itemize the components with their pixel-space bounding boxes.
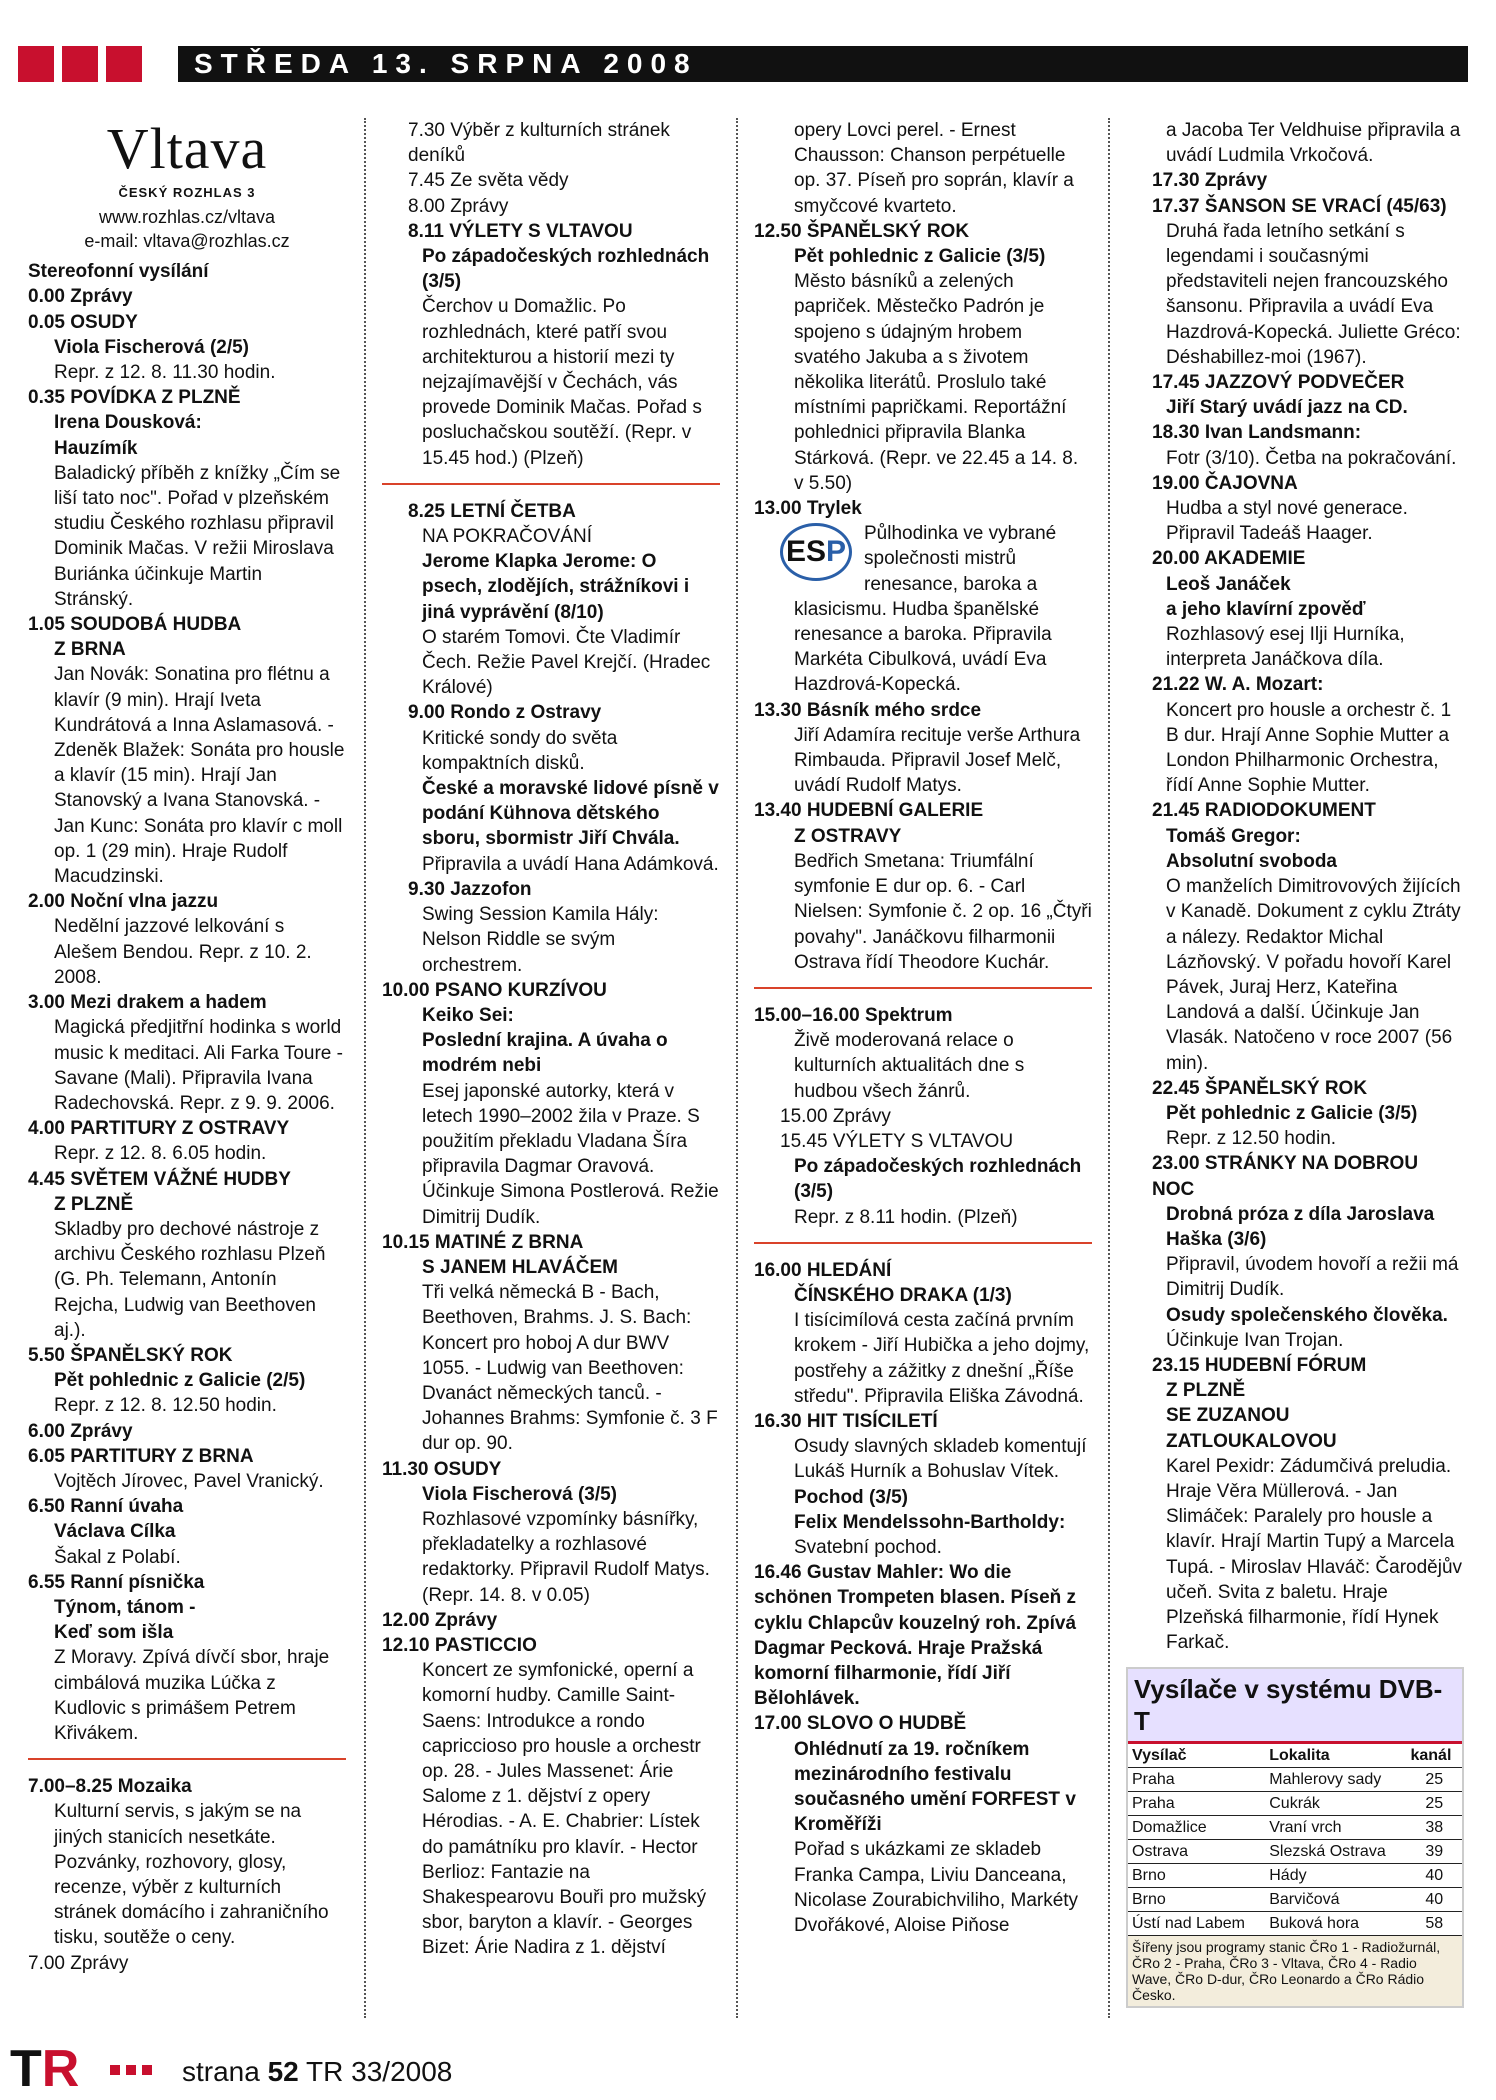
- program-entry: Kritické sondy do světa kompaktních disků.: [422, 727, 618, 774]
- program-entry: 0.35 POVÍDKA Z PLZNĚ: [28, 387, 241, 409]
- email-link[interactable]: e-mail: vltava@rozhlas.cz: [84, 231, 290, 252]
- program-entry: 0.05 OSUDY: [28, 311, 138, 333]
- dvb-cell: Domažlice: [1128, 1816, 1265, 1840]
- program-entry: Po západočeských rozhlednách (3/5): [794, 1156, 1082, 1203]
- program-entry: Účinkuje Ivan Trojan.: [1166, 1329, 1344, 1351]
- program-entry: Fotr (3/10). Četba na pokračování.: [1166, 447, 1457, 469]
- program-entry: Šakal z Polabí.: [54, 1546, 181, 1568]
- program-entry: Nedělní jazzové lelkování s Alešem Bendou. Repr. z 10. 2. 2008.: [54, 916, 312, 988]
- program-entry: Hudba a styl nové generace. Připravil Tadeáš Haager.: [1166, 498, 1408, 545]
- program-entry: Repr. z 12. 8. 11.30 hodin.: [54, 362, 276, 384]
- program-entry: 6.00 Zprávy: [28, 1420, 133, 1442]
- program-entry: 4.45 SVĚTEM VÁŽNÉ HUDBY: [28, 1168, 291, 1190]
- program-entry: 23.00 STRÁNKY NA DOBROU NOC: [1152, 1153, 1419, 1200]
- program-entry: 6.50 Ranní úvaha: [28, 1496, 184, 1518]
- program-entry: 8.11 VÝLETY S VLTAVOU: [408, 220, 633, 242]
- program-entry: Repr. z 8.11 hodin. (Plzeň): [794, 1206, 1018, 1228]
- program-entry: Druhá řada letního setkání s legendami i současnými představiteli nejen francouzského šansonu. Připravila a uvádí Eva Hazdrová-Kopecká. Juliette Gréco: Déshabillez-moi (1967).: [1166, 220, 1461, 368]
- program-entry: 15.00–16.00 Spektrum: [754, 1004, 953, 1026]
- header-square: [106, 46, 142, 82]
- dvb-row: [1128, 1792, 1462, 1816]
- dvb-cell: Praha: [1128, 1792, 1265, 1816]
- dvb-row: [1128, 1864, 1462, 1888]
- program-entry: 5.50 ŠPANĚLSKÝ ROK: [28, 1344, 233, 1366]
- dvb-header: Lokalita: [1265, 1744, 1406, 1768]
- dvb-title: Vysílače v systému DVB-T: [1128, 1669, 1462, 1744]
- program-entry: opery Lovci perel. - Ernest Chausson: Chanson perpétuelle op. 37. Píseň pro soprán, klavír a smyčcové kvarteto.: [794, 120, 1074, 217]
- program-entry: Jan Novák: Sonatina pro flétnu a klavír (9 min). Hrají Iveta Kundrátová a Inna Aslamasová. - Zdeněk Blažek: Sonáta pro housle a klavír (15 min). Hrají Jan Stanovský a Ivana Stanovská. - Jan Kunc: Sonáta pro klavír c moll op. 1 (29 min). Hraje Rudolf Macudzinski.: [54, 664, 345, 888]
- program-entry: Repr. z 12. 8. 12.50 hodin.: [54, 1395, 277, 1417]
- program-entry: Pět pohlednic z Galicie (2/5): [54, 1370, 306, 1392]
- program-entry: Václava Cílka: [54, 1521, 176, 1543]
- program-entry: Čerchov u Domažlic. Po rozhlednách, které patří svou architekturou a historií mezi ty nejzajímavější v Čechách, vás provede Dominik Mačas. Pořad s posluchačskou soutěží. (Repr. v 15.45 hod.) (Plzeň): [422, 296, 702, 469]
- program-entry: 3.00 Mezi drakem a hadem: [28, 992, 267, 1014]
- program-entry: 6.55 Ranní písnička: [28, 1571, 205, 1593]
- program-entry: Z BRNA: [54, 639, 126, 661]
- section-rule: [28, 1758, 346, 1760]
- program-entry: 12.00 Zprávy: [382, 1609, 498, 1631]
- program-entry: Koncert ze symfonické, operní a komorní hudby. Camille Saint-Saens: Introdukce a rondo capriccioso pro housle a orchestr op. 28. - Jules Massenet: Árie Salome z 1. dějství z opery Hérodias. - A. E. Chabrier: Lístek do památníku pro klavír. - Hector Berlioz: Fantazie na Shakespearovu Bouři pro mužský sbor, baryton a klavír. - Georges Bizet: Árie Nadira z 1. dějství: [422, 1660, 707, 1959]
- program-entry: 15.45 VÝLETY S VLTAVOU: [780, 1130, 1014, 1152]
- dvb-cell: Slezská Ostrava: [1265, 1840, 1406, 1864]
- program-entry: 13.00 Trylek: [754, 498, 862, 520]
- program-entry: ČÍNSKÉHO DRAKA (1/3): [794, 1284, 1012, 1306]
- dvb-cell: 25: [1406, 1792, 1462, 1816]
- program-entry: Absolutní svoboda: [1166, 850, 1337, 872]
- program-entry: 7.45 Ze světa vědy: [408, 170, 569, 192]
- program-entry: Leoš Janáček: [1166, 573, 1291, 595]
- program-entry: a Jacoba Ter Veldhuise připravila a uvádí Ludmila Vrkočová.: [1166, 120, 1461, 167]
- program-entry: Osudy slavných skladeb komentují Lukáš Hurník a Bohuslav Vítek.: [794, 1436, 1087, 1483]
- program-entry: Tři velká německá B - Bach, Beethoven, Brahms. J. S. Bach: Koncert pro hoboj A dur BWV 1055. - Ludwig van Beethoven: Dvanáct německých tanců. - Johannes Brahms: Symfonie č. 3 F dur op. 90.: [422, 1282, 718, 1455]
- program-entry: Rozhlasové vzpomínky básnířky, překladatelky a rozhlasové redaktorky. Připravil Rudolf Matys. (Repr. 14. 8. v 0.05): [422, 1508, 710, 1606]
- program-entry: NA POKRAČOVÁNÍ: [422, 526, 592, 548]
- program-entry: 9.30 Jazzofon: [408, 878, 532, 900]
- program-entry: 10.00 PSANO KURZÍVOU: [382, 979, 607, 1001]
- program-entry: 8.25 LETNÍ ČETBA: [408, 500, 576, 522]
- section-rule: [754, 987, 1092, 989]
- dvb-row: [1128, 1768, 1462, 1792]
- program-entry: Půlhodinka ve vybrané společnosti mistrů renesance, baroka a klasicismu. Hudba španělské renesance a baroka. Připravila Markéta Cibulková, uvádí Eva Hazdrová-Kopecká.: [794, 523, 1057, 696]
- program-entry: Viola Fischerová (3/5): [422, 1483, 618, 1505]
- program-entry: 17.00 SLOVO O HUDBĚ: [754, 1713, 967, 1735]
- program-entry: 17.30 Zprávy: [1152, 170, 1268, 192]
- dvb-row: [1128, 1912, 1462, 1936]
- program-entry: 21.22 W. A. Mozart:: [1152, 674, 1324, 696]
- program-entry: Připravil, úvodem hovoří a režii má Dimitrij Dudík.: [1166, 1254, 1459, 1301]
- program-entry: 23.15 HUDEBNÍ FÓRUM: [1152, 1354, 1367, 1376]
- page-number: strana 52 TR 33/2008: [182, 2056, 453, 2087]
- column-3: [754, 118, 1092, 1938]
- program-entry: Pochod (3/5): [794, 1486, 909, 1508]
- program-entry: Esej japonské autorky, která v letech 1990–2002 žila v Praze. S použitím překladu Vladana Šíra připravila Dagmar Oravová. Účinkuje Simona Postlerová. Režie Dimitrij Dudík.: [422, 1080, 719, 1228]
- program-entry: a jeho klavírní zpověď: [1166, 598, 1366, 620]
- column-1: [28, 118, 346, 1976]
- program-entry: Bedřich Smetana: Triumfální symfonie E dur op. 6. - Carl Nielsen: Symfonie č. 2 op. 16 „Čtyři povahy". Janáčkovu filharmonii Ostrava řídí Theodore Kuchár.: [794, 850, 1092, 973]
- column-2: [382, 118, 720, 1961]
- program-entry: Keiko Sei:: [422, 1004, 514, 1026]
- program-entry: 12.10 PASTICCIO: [382, 1634, 537, 1656]
- column-separator: [364, 118, 366, 2018]
- program-entry: 16.00 HLEDÁNÍ: [754, 1259, 892, 1281]
- program-entry: 22.45 ŠPANĚLSKÝ ROK: [1152, 1077, 1368, 1099]
- program-entry: Z PLZNĚ: [54, 1193, 134, 1215]
- program-entry: Jiří Adamíra recituje verše Arthura Rimbauda. Připravil Josef Melč, uvádí Rudolf Matys.: [794, 724, 1081, 797]
- program-entry: Jerome Klapka Jerome: O psech, zlodějích, strážníkovi i jiná vyprávění (8/10): [422, 551, 690, 623]
- dvb-row: [1128, 1888, 1462, 1912]
- page-header: [18, 46, 1468, 82]
- program-entry: Kulturní servis, s jakým se na jiných stanicích nesetkáte. Pozvánky, rozhovory, glosy, recenze, výběr z kulturních stránek domácího i zahraničního tisku, soutěže o ceny.: [54, 1801, 329, 1949]
- program-entry: 13.40 HUDEBNÍ GALERIE: [754, 800, 984, 822]
- dvb-box: [1126, 1667, 1464, 2008]
- program-entry: Jiří Starý uvádí jazz na CD.: [1166, 397, 1408, 419]
- dvb-cell: Praha: [1128, 1768, 1265, 1792]
- program-entry: Swing Session Kamila Hály: Nelson Riddle se svým orchestrem.: [422, 904, 659, 976]
- program-entry: 6.05 PARTITURY Z BRNA: [28, 1445, 254, 1467]
- program-entry: České a moravské lidové písně v podání Kühnova dětského sboru, sbormistr Jiří Chvála.: [422, 778, 719, 850]
- program-entry: S JANEM HLAVÁČEM: [422, 1256, 618, 1278]
- program-entry: Živě moderovaná relace o kulturních aktualitách dne s hudbou všech žánrů.: [794, 1030, 1025, 1102]
- program-entry: I tisícimílová cesta začíná prvním krokem - Jiří Hubička a jeho dojmy, postřehy a zážitky z dnešní „Říše středu". Připravila Eliška Závodná.: [794, 1310, 1090, 1407]
- program-entry: Připravila a uvádí Hana Adámková.: [422, 853, 719, 875]
- program-entry: Koncert pro housle a orchestr č. 1 B dur. Hrají Anne Sophie Mutter a London Philharmonic Orchestra, řídí Anne Sophie Mutter.: [1166, 699, 1452, 797]
- program-entry: 10.15 MATINÉ Z BRNA: [382, 1231, 584, 1253]
- dvb-cell: Barvičová: [1265, 1888, 1406, 1912]
- footer-dots: [110, 2062, 158, 2080]
- esp-logo: ESP: [780, 523, 852, 581]
- dvb-cell: Ostrava: [1128, 1840, 1265, 1864]
- program-entry: Tomáš Gregor:: [1166, 825, 1301, 847]
- program-entry: Baladický příběh z knížky „Čím se liší tato noc". Pořad v plzeňském studiu Českého rozhlasu připravil Dominik Mačas. V režii Miroslava Buriánka účinkuje Martin Stránský.: [54, 462, 341, 610]
- program-list-2: [382, 118, 720, 1961]
- program-entry: Svatební pochod.: [794, 1536, 942, 1558]
- program-entry: Pět pohlednic z Galicie (3/5): [1166, 1102, 1418, 1124]
- dvb-cell: Buková hora: [1265, 1912, 1406, 1936]
- program-entry: 2.00 Noční vlna jazzu: [28, 891, 219, 913]
- program-entry: 16.46 Gustav Mahler: Wo die schönen Trompeten blasen. Píseň z cyklu Chlapcův kouzelný roh. Zpívá Dagmar Pecková. Hraje Pražská komorní filharmonie, řídí Jiří Bělohlávek.: [754, 1562, 1077, 1710]
- section-rule: [382, 483, 720, 485]
- dvb-header: Vysílač: [1128, 1744, 1265, 1768]
- program-entry: 9.00 Rondo z Ostravy: [408, 702, 602, 724]
- dvb-cell: Hády: [1265, 1864, 1406, 1888]
- program-entry: Z Moravy. Zpívá dívčí sbor, hraje cimbálová muzika Lúčka z Kudlovic s primášem Petrem Křivákem.: [54, 1647, 330, 1744]
- dvb-cell: 58: [1406, 1912, 1462, 1936]
- logo-sub: ČESKÝ ROZHLAS 3: [118, 185, 256, 200]
- program-entry: O starém Tomovi. Čte Vladimír Čech. Režie Pavel Krejčí. (Hradec Králové): [422, 626, 711, 699]
- program-entry: Karel Pexidr: Zádumčivá preludia. Hraje Věra Müllerová. - Jan Slimáček: Paralely pro housle a klavír. Hrají Martin Tupý a Marcela Tupá. - Miroslav Hlaváč: Čarodějův učeň. Svita z baletu. Hraje Plzeňská filharmonie, řídí Hynek Farkač.: [1166, 1455, 1463, 1654]
- program-entry: 7.30 Výběr z kulturních stránek deníků: [408, 120, 670, 167]
- program-entry: 20.00 AKADEMIE: [1152, 548, 1306, 570]
- program-entry: Repr. z 12.50 hodin.: [1166, 1128, 1337, 1150]
- website-link[interactable]: www.rozhlas.cz/vltava: [98, 207, 276, 228]
- program-entry: SE ZUZANOU ZATLOUKALOVOU: [1166, 1405, 1337, 1452]
- dvb-row: [1128, 1816, 1462, 1840]
- program-entry: Pořad s ukázkami ze skladeb Franka Campa, Liviu Danceana, Nicolase Zourabichviliho, Markéty Dvořákové, Aloise Piňose: [794, 1839, 1079, 1937]
- program-entry: Vojtěch Jírovec, Pavel Vranický.: [54, 1470, 324, 1492]
- program-list-3: [754, 118, 1092, 1938]
- program-entry: Z OSTRAVY: [794, 825, 902, 847]
- program-entry: 18.30 Ivan Landsmann:: [1152, 422, 1362, 444]
- dvb-cell: Brno: [1128, 1888, 1265, 1912]
- program-entry: 19.00 ČAJOVNA: [1152, 472, 1298, 494]
- program-entry: Felix Mendelssohn-Bartholdy:: [794, 1511, 1066, 1533]
- program-entry: 7.00 Zprávy: [28, 1952, 129, 1974]
- page-footer: [10, 2040, 610, 2098]
- column-separator: [1108, 118, 1110, 2018]
- program-entry: Irena Dousková:: [54, 412, 202, 434]
- program-entry: 8.00 Zprávy: [408, 195, 509, 217]
- dvb-cell: 38: [1406, 1816, 1462, 1840]
- program-entry: Pět pohlednic z Galicie (3/5): [794, 246, 1046, 268]
- program-entry: Skladby pro dechové nástroje z archivu Českého rozhlasu Plzeň (G. Ph. Telemann, Antonín Rejcha, Ludwig van Beethoven aj.).: [54, 1218, 326, 1341]
- program-entry: Magická předjitřní hodinka s world music k meditaci. Ali Farka Toure - Savane (Mali). Připravila Ivana Radechovská. Repr. z 9. 9. 2006.: [54, 1017, 343, 1114]
- dvb-cell: Vraní vrch: [1265, 1816, 1406, 1840]
- program-list-4: [1126, 118, 1464, 1655]
- dvb-cell: Brno: [1128, 1864, 1265, 1888]
- tr-logo: TR: [10, 2040, 80, 2098]
- vltava-logo: [28, 118, 346, 253]
- column-4: [1126, 118, 1464, 2008]
- program-entry: Město básníků a zelených papriček. Městečko Padrón je spojeno s údajným hrobem svatého Jakuba a s životem několika literátů. Proslulo také místními papričkami. Reportážní pohlednici připravila Blanka Stárková. (Repr. ve 22.45 a 14. 8. v 5.50): [794, 271, 1079, 494]
- program-entry: Z PLZNĚ: [1166, 1380, 1246, 1402]
- dvb-cell: Ústí nad Labem: [1128, 1912, 1265, 1936]
- dvb-note: Šířeny jsou programy stanic ČRo 1 - Radiožurnál, ČRo 2 - Praha, ČRo 3 - Vltava, ČRo 4 - Radio Wave, ČRo D-dur, ČRo Leonardo a ČRo Rádio Česko.: [1128, 1936, 1462, 2006]
- dvb-cell: 40: [1406, 1864, 1462, 1888]
- program-entry: Rozhlasový esej Ilji Hurníka, interpreta Janáčkova díla.: [1166, 624, 1405, 671]
- section-rule: [754, 1242, 1092, 1244]
- dvb-table: [1128, 1744, 1462, 1936]
- program-entry: 1.05 SOUDOBÁ HUDBA: [28, 614, 242, 636]
- program-entry: 7.00–8.25 Mozaika: [28, 1776, 192, 1798]
- program-entry: Keď som išla: [54, 1622, 174, 1644]
- program-entry: Ohlédnutí za 19. ročníkem mezinárodního festivalu současného umění FORFEST v Kroměříži: [794, 1738, 1076, 1836]
- dvb-cell: Cukrák: [1265, 1792, 1406, 1816]
- program-entry: 11.30 OSUDY: [382, 1458, 502, 1480]
- program-entry: Po západočeských rozhlednách (3/5): [422, 246, 710, 293]
- program-entry: 21.45 RADIODOKUMENT: [1152, 800, 1376, 822]
- program-entry: Hauzímík: [54, 437, 138, 459]
- program-entry: 13.30 Básník mého srdce: [754, 699, 982, 721]
- program-entry: Drobná próza z díla Jaroslava Haška (3/6): [1166, 1203, 1435, 1250]
- header-square: [18, 46, 54, 82]
- column-separator: [736, 118, 738, 2018]
- logo-word: Vltava: [106, 116, 268, 181]
- program-entry: Poslední krajina. A úvaha o modrém nebi: [422, 1030, 668, 1077]
- dvb-cell: 40: [1406, 1888, 1462, 1912]
- program-entry: Osudy společenského člověka.: [1166, 1304, 1448, 1326]
- program-entry: 12.50 ŠPANĚLSKÝ ROK: [754, 220, 970, 242]
- program-entry: Repr. z 12. 8. 6.05 hodin.: [54, 1143, 267, 1165]
- program-entry: Viola Fischerová (2/5): [54, 336, 250, 358]
- dvb-cell: 25: [1406, 1768, 1462, 1792]
- dvb-cell: 39: [1406, 1840, 1462, 1864]
- program-entry: 15.00 Zprávy: [780, 1105, 891, 1127]
- program-entry: Stereofonní vysílání: [28, 261, 209, 283]
- dvb-row: [1128, 1840, 1462, 1864]
- date-bar: STŘEDA 13. SRPNA 2008: [178, 46, 1468, 82]
- program-entry: Týnom, tánom -: [54, 1596, 196, 1618]
- dvb-cell: Mahlerovy sady: [1265, 1768, 1406, 1792]
- program-entry: 17.45 JAZZOVÝ PODVEČER: [1152, 372, 1405, 394]
- dvb-header: kanál: [1406, 1744, 1462, 1768]
- program-entry: 17.37 ŠANSON SE VRACÍ (45/63): [1152, 195, 1447, 217]
- program-list-1: [28, 259, 346, 1976]
- header-square: [62, 46, 98, 82]
- program-entry: 16.30 HIT TISÍCILETÍ: [754, 1410, 938, 1432]
- program-entry: 0.00 Zprávy: [28, 286, 133, 308]
- program-entry: O manželích Dimitrovových žijících v Kanadě. Dokument z cyklu Ztráty a nálezy. Redaktor Michal Lázňovský. V pořadu hovoří Karel Pávek, Juraj Herz, Kateřina Landová a další. Účinkuje Jan Vlasák. Natočeno v roce 2007 (56 min).: [1166, 876, 1461, 1074]
- program-entry: 4.00 PARTITURY Z OSTRAVY: [28, 1118, 290, 1140]
